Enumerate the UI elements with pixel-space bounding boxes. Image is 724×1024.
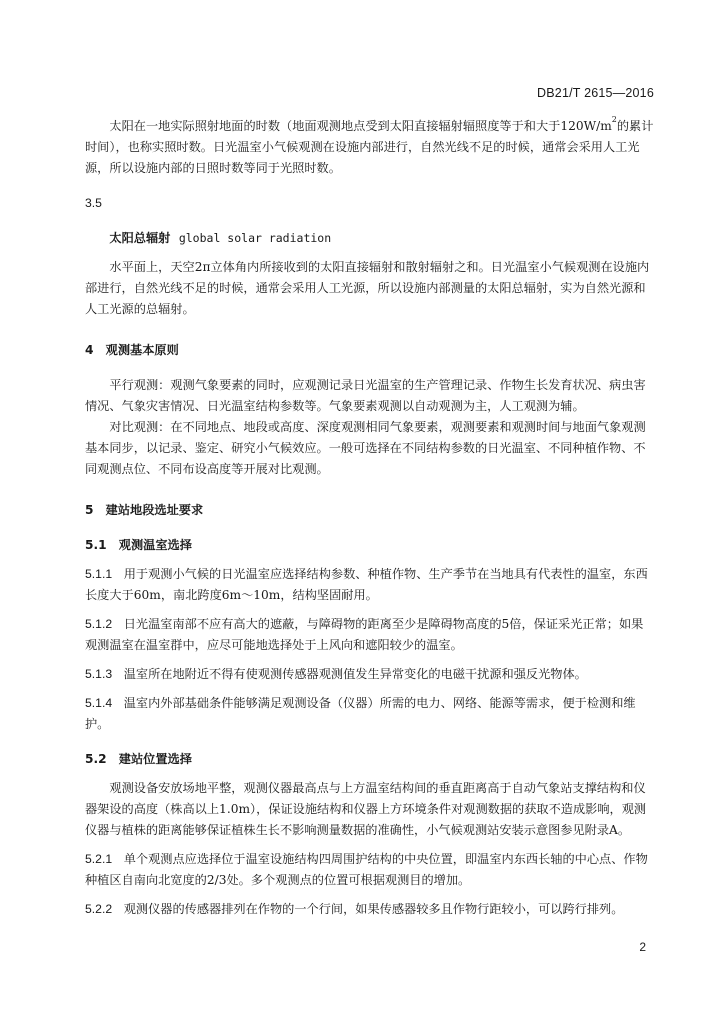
clause-5-2-2-text: 观测仪器的传感器排列在作物的一个行间，如果传感器较多且作物行距较小，可以跨行排列。: [123, 902, 624, 916]
clause-5-2-2-number: 5.2.2: [85, 902, 113, 916]
term-3-5-en: global solar radiation: [178, 231, 332, 245]
clause-5-1-1: [85, 564, 655, 606]
sunshine-sup: 2: [611, 115, 617, 124]
clause-5-1-1-number: 5.1.1: [85, 567, 113, 581]
document-body: [85, 116, 655, 920]
clause-5-1-2-number: 5.1.2: [85, 617, 113, 631]
site-selection-paragraph: 观测设备安放场地平整，观测仪器最高点与上方温室结构间的垂直距离高于自动气象站支撑结构和仪器架设的高度（株高以上1.0m），保证设施结构和仪器上方环境条件对观测数据的获取不造成影响，观测仪器与植株的距离能够保证植株生长不影响测量数据的准确性，小气候观测站安装示意图参见附录A。: [85, 781, 647, 837]
term-3-5-cn: 太阳总辐射: [109, 231, 171, 245]
page-number: 2: [639, 940, 646, 954]
clause-5-1-2-text: 日光温室南部不应有高大的遮蔽，与障碍物的距离至少是障碍物高度的5倍，保证采光正常；如果观测温室在温室群中，应尽可能地选择处于上风向和遮阳较少的温室。: [85, 617, 644, 652]
clause-5-2-1-text: 单个观测点应选择位于温室设施结构四周围护结构的中央位置，即温室内东西长轴的中心点、作物种植区自南向北宽度的2/3处。多个观测点的位置可根据观测目的增加。: [85, 852, 648, 887]
clause-5-1-4-text: 温室内外部基础条件能够满足观测设备（仪器）所需的电力、网络、能源等需求，便于检测和维护。: [85, 696, 636, 731]
parallel-observation-paragraph: 平行观测：观测气象要素的同时，应观测记录日光温室的生产管理记录、作物生长发育状况、病虫害情况、气象灾害情况、日光温室结构参数等。气象要素观测以自动观测为主，人工观测为辅。: [85, 378, 646, 413]
clause-5-2-1: [85, 849, 655, 891]
sunshine-text-rest: 的累计时间），也称实照时数。日光温室小气候观测在设施内部进行，自然光线不足的时候，通常会采用人工光源，所以设施内部的日照时数等同于光照时数。: [85, 119, 654, 175]
clause-5-2-2: [85, 899, 655, 920]
section-5-1-heading: 5.1 观测温室选择: [85, 538, 192, 552]
clause-5-1-3: [85, 664, 655, 685]
clause-5-1-4: [85, 693, 655, 735]
clause-5-1-3-text: 温室所在地附近不得有使观测传感器观测值发生异常变化的电磁干扰源和强反光物体。: [123, 667, 587, 681]
section-5-heading: 5 建站地段选址要求: [85, 503, 204, 517]
section-4-heading: 4 观测基本原则: [85, 343, 179, 357]
clause-5-1-3-number: 5.1.3: [85, 667, 113, 681]
section-5-2-heading: 5.2 建站位置选择: [85, 752, 192, 766]
document-code: DB21/T 2615—2016: [537, 86, 654, 100]
definition-3-5: 水平面上，天空2π立体角内所接收到的太阳直接辐射和散射辐射之和。日光温室小气候观测在设施内部进行，自然光线不足的时候，通常会采用人工光源，所以设施内部测量的太阳总辐射，实为自然光源和人工光源的总辐射。: [85, 260, 650, 316]
section-3-5-number: 3.5: [85, 196, 102, 210]
clause-5-2-1-number: 5.2.1: [85, 852, 113, 866]
clause-5-1-2: [85, 614, 655, 656]
sunshine-paragraph: [85, 116, 655, 179]
clause-5-1-4-number: 5.1.4: [85, 696, 113, 710]
term-3-5: [85, 228, 655, 249]
comparative-observation-paragraph: 对比观测：在不同地点、地段或高度、深度观测相同气象要素，观测要素和观测时间与地面气象观测基本同步，以记录、鉴定、研究小气候效应。一般可选择在不同结构参数的日光温室、不同种植作物、不同观测点位、不同布设高度等开展对比观测。: [85, 420, 646, 476]
clause-5-1-1-text: 用于观测小气候的日光温室应选择结构参数、种植作物、生产季节在当地具有代表性的温室，东西长度大于60m，南北跨度6m～10m，结构坚固耐用。: [85, 567, 648, 602]
sunshine-text: 太阳在一地实际照射地面的时数（地面观测地点受到太阳直接辐射辐照度等于和大于120W/m: [109, 119, 612, 133]
